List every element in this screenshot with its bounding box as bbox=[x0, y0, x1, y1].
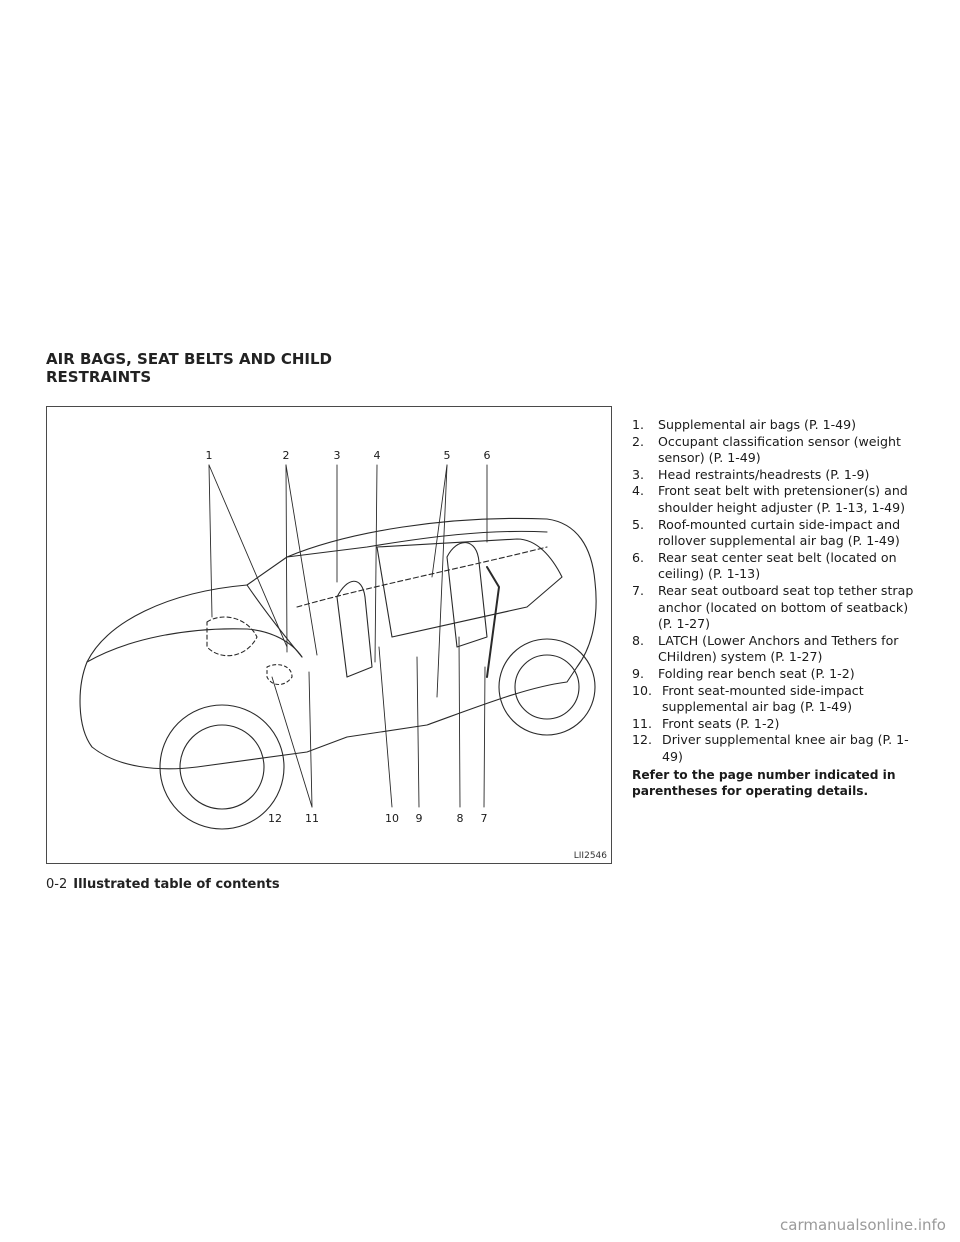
callout-9: 9 bbox=[415, 812, 423, 825]
legend-item bbox=[632, 666, 922, 683]
operating-details-note: Refer to the page number indicated in parentheses for operating details. bbox=[632, 768, 896, 799]
legend-text: Front seat belt with pretensioner(s) and shoulder height adjuster (P. 1-13, 1-49) bbox=[658, 483, 908, 515]
legend-number: 2. bbox=[632, 433, 645, 449]
section-title-line-1: AIR BAGS, SEAT BELTS AND CHILD bbox=[46, 350, 332, 368]
legend-item bbox=[632, 716, 922, 733]
legend-text: Head restraints/headrests (P. 1-9) bbox=[658, 466, 870, 482]
legend-number: 11. bbox=[632, 715, 653, 731]
legend-number: 10. bbox=[632, 682, 653, 698]
legend-number: 7. bbox=[632, 582, 645, 598]
legend-text: Rear seat center seat belt (located on ceiling) (P. 1-13) bbox=[658, 549, 897, 582]
watermark: carmanualsonline.info bbox=[780, 1216, 946, 1234]
legend-item bbox=[632, 434, 922, 467]
callout-leaders bbox=[209, 465, 487, 807]
legend-item bbox=[632, 583, 922, 633]
rear-wheel-inner bbox=[515, 655, 579, 719]
legend-number: 12. bbox=[632, 732, 653, 748]
legend-item bbox=[632, 683, 922, 716]
legend-number: 8. bbox=[632, 632, 645, 648]
callout-8: 8 bbox=[456, 812, 464, 825]
legend-item bbox=[632, 550, 922, 583]
car-body-outline bbox=[80, 518, 596, 768]
legend-text: LATCH (Lower Anchors and Tethers for CHildren) system (P. 1-27) bbox=[658, 632, 899, 665]
legend-number: 3. bbox=[632, 466, 645, 482]
callout-10: 10 bbox=[385, 812, 399, 825]
legend-item bbox=[632, 467, 922, 484]
front-wheel-outer bbox=[160, 705, 284, 829]
callout-6: 6 bbox=[483, 449, 491, 462]
seat-belt bbox=[487, 567, 499, 677]
legend-number: 6. bbox=[632, 549, 645, 565]
legend-number: 4. bbox=[632, 483, 645, 499]
car-windshield bbox=[247, 531, 547, 657]
callout-5: 5 bbox=[443, 449, 451, 462]
front-seat bbox=[337, 581, 372, 677]
legend-text: Front seats (P. 1-2) bbox=[662, 715, 780, 731]
legend-text: Occupant classification sensor (weight sensor) (P. 1-49) bbox=[658, 433, 901, 466]
legend-number: 9. bbox=[632, 665, 645, 681]
legend-number: 5. bbox=[632, 516, 645, 532]
legend-text: Rear seat outboard seat top tether strap anchor (located on bottom of seatback) (P. 1-27) bbox=[658, 582, 914, 632]
section-title-line-2: RESTRAINTS bbox=[46, 368, 152, 386]
rear-seat bbox=[447, 543, 487, 647]
callout-1: 1 bbox=[205, 449, 213, 462]
callout-7: 7 bbox=[480, 812, 488, 825]
section-title bbox=[46, 350, 446, 386]
footer-title: Illustrated table of contents bbox=[73, 877, 280, 892]
legend-number: 1. bbox=[632, 417, 645, 432]
callout-4: 4 bbox=[373, 449, 381, 462]
curtain-air-bag-zone bbox=[297, 547, 547, 607]
legend-text: Folding rear bench seat (P. 1-2) bbox=[658, 665, 855, 681]
knee-air-bag-zone bbox=[267, 665, 292, 685]
legend-list bbox=[632, 417, 922, 799]
legend-item bbox=[632, 417, 922, 434]
figure-code: LII2546 bbox=[573, 851, 607, 861]
page-footer bbox=[46, 877, 280, 892]
rear-wheel-outer bbox=[499, 639, 595, 735]
vehicle-illustration bbox=[46, 406, 612, 864]
legend-text: Roof-mounted curtain side-impact and rollover supplemental air bag (P. 1-49) bbox=[658, 516, 901, 549]
legend-text: Driver supplemental knee air bag (P. 1-49) bbox=[662, 732, 909, 764]
car-hood bbox=[87, 629, 302, 662]
legend-text: Front seat-mounted side-impact supplemental air bag (P. 1-49) bbox=[662, 682, 864, 715]
legend-item bbox=[632, 517, 922, 550]
legend-item bbox=[632, 633, 922, 666]
car-side-window bbox=[377, 539, 562, 637]
legend-item bbox=[632, 483, 922, 516]
front-air-bag-zone bbox=[207, 617, 257, 656]
callout-11: 11 bbox=[305, 812, 319, 825]
page-number: 0-2 bbox=[46, 877, 68, 892]
legend-item bbox=[632, 732, 922, 765]
callout-2: 2 bbox=[282, 449, 290, 462]
callout-12: 12 bbox=[268, 812, 282, 825]
legend-text: Supplemental air bags (P. 1-49) bbox=[658, 417, 857, 432]
callout-3: 3 bbox=[333, 449, 341, 462]
car-line-drawing bbox=[47, 407, 613, 865]
